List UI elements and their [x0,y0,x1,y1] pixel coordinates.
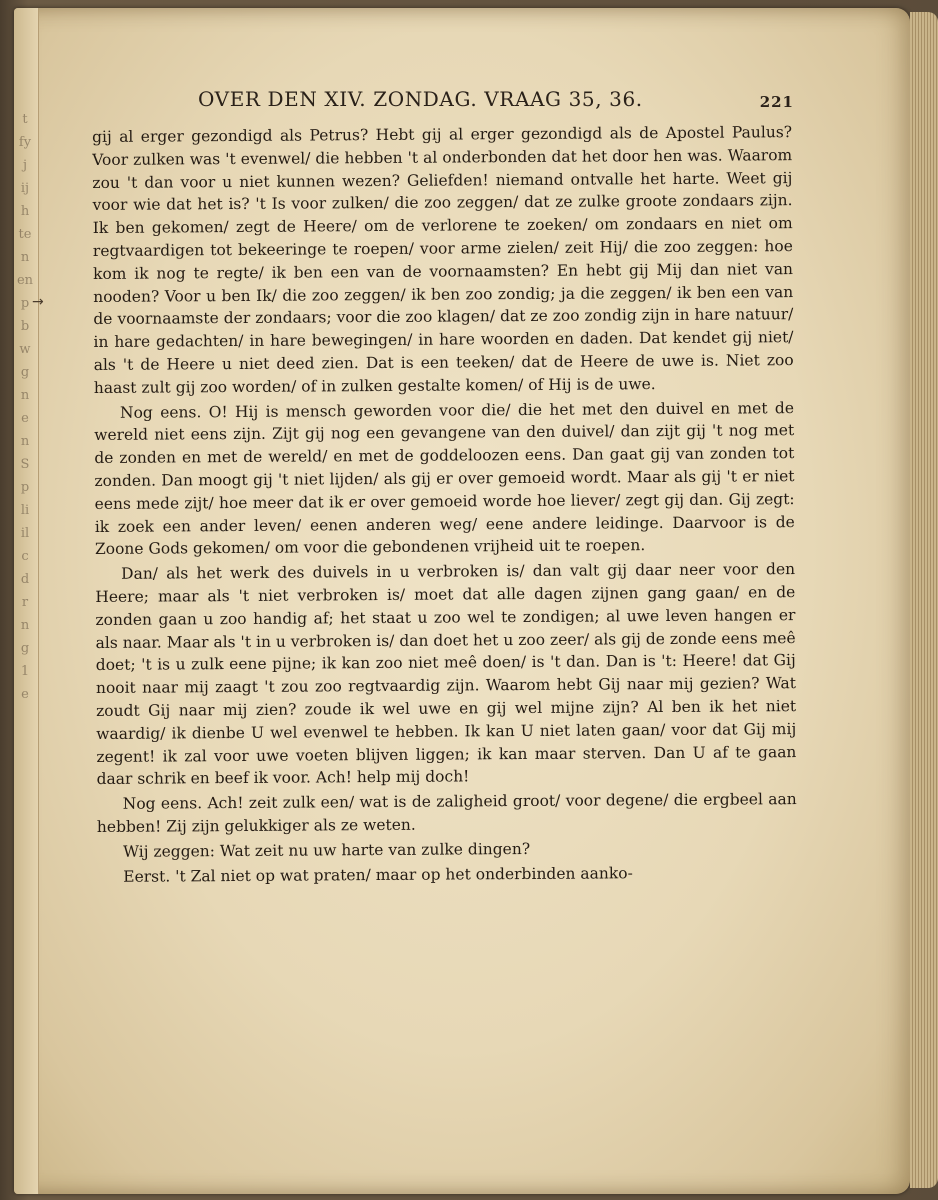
bleed-glyph: S [20,457,30,472]
paragraph: Nog eens. Ach! zeit zulk een/ wat is de zaligheid groot/ voor degene/ die ergbeel aan hebben! Zij zijn gelukkiger als ze weten. [96,790,797,836]
bleed-glyph: il [20,526,30,541]
paragraph: gij al erger gezondigd als Petrus? Hebt gij al erger gezondigd als de Apostel Paulus? Voor zulken was 't evenwel/ die hebben 't al onderbonden dat het door hen was. Waarom zou 't dan voor u niet kunnen wezen? Geliefden! niemand ontvalle het harte. Weet gij voor wie dat het is? 't Is voor zulken/ die zoo zeggen/ dat ze zulke groote zondaars zijn. Ik ben gekomen/ zegt de Heere/ om de verlorene te zoeken/ om zondaars en niet om regtvaardigen tot bekeeringe te roepen/ voor arme zielen/ zeit Hij/ die zoo zeggen: hoe kom ik nog te regte/ ik ben een van de voornaamsten? En hebt gij Mij dan niet van nooden? Voor u ben Ik/ die zoo zeggen/ ik ben zoo zondig; ja die zeggen/ ik ben een van de voornaamste der zondaars; voor die zoo klagen/ dat ze zoo zondig zijn in hare natuur/ in hare gedachten/ in hare bewegingen/ in hare woorden en daden. Dat kendet gij niet/ als 't de Heere u niet deed zien. Dat is een teeken/ dat de Heere de uwe is. Niet zoo haast zult gij zoo worden/ of in zulken gestalte komen/ of Hij is de uwe. [92,123,794,397]
bleed-glyph: h [20,204,30,219]
bleed-glyph: j [22,158,28,173]
bleed-glyph: p [20,296,30,311]
paragraph: Wij zeggen: Wat zeit nu uw harte van zulke dingen? [123,839,531,861]
bleed-glyph: p [20,480,30,495]
book-page [14,8,910,1194]
page-header [198,87,794,121]
bleed-glyph: n [20,250,30,265]
bleed-glyph: w [19,342,31,357]
bleed-glyph: g [20,365,30,380]
margin-mark: → [32,294,44,310]
bleed-glyph: li [20,503,30,518]
bleed-glyph: en [16,273,34,288]
bleed-glyph: t [22,112,28,127]
paragraph: Eerst. 't Zal niet op wat praten/ maar op het onderbinden aanko- [123,863,633,886]
bleed-glyph: e [21,411,29,426]
bleed-glyph: e [21,687,29,702]
bleed-glyph: c [21,549,29,564]
page-number: 221 [759,93,794,111]
running-title: OVER DEN XIV. ZONDAG. VRAAG 35, 36. [198,87,643,111]
opposite-page-bleed [16,8,34,1194]
page-block-edges [910,12,938,1188]
bleed-glyph: fy [18,135,32,150]
bleed-glyph: te [18,227,32,242]
bleed-glyph: n [20,618,30,633]
body-text [92,121,797,890]
bleed-glyph: 1 [20,664,30,679]
bleed-glyph: n [20,434,30,449]
paragraph: Dan/ als het werk des duivels in u verbroken is/ dan valt gij daar neer voor den Heere; maar als 't niet verbroken is/ moet dat alle dagen zijnen gang gaan/ en de zonden gaan u zoo handig af; het staat u zoo wel te zondigen; al uwe leven hangen er als naar. Maar als 't in u verbroken is/ dan doet het u zoo zeer/ als gij de zonde eens meê doet; 't is u zulk eene pijne; ik kan zoo niet meê doen/ is 't dan. Dan is 't: Heere! dat Gij nooit naar mij zaagt 't zou zoo regtvaardig zijn. Waarom hebt Gij naar mij gezien? Wat zoudt Gij naar mij zien? zoude ik wel uwe en gij wel mijne zijn? Al ben ik het niet waardig/ ik dienbe U wel evenwel te hebben. Ik kan U niet laten gaan/ voor dat Gij mij zegent! ik zal voor uwe voeten blijven liggen; ik kan maar sterven. Dan U af te gaan daar schrik en beef ik voor. Ach! help mij doch! [95,560,797,789]
bleed-glyph: d [20,572,30,587]
bleed-glyph: n [20,388,30,403]
bleed-glyph: r [21,595,29,610]
bleed-glyph: ij [20,181,30,196]
bleed-glyph: b [20,319,30,334]
paragraph: Nog eens. O! Hij is mensch geworden voor die/ die het met den duivel en met de wereld niet eens zijn. Zijt gij nog een gevangene van den duivel/ dan zijt gij 't nog met de zonden en met de wereld/ en met de goddeloozen eens. Dan gaat gij van zonden tot zonden. Dan moogt gij 't niet lijden/ als gij er over gemoeid wordt. Maar als gij 't er niet eens mede zijt/ hoe meer dat ik er over gemoeid worde hoe liever/ zegt gij dan. Gij zegt: ik zoek een ander leven/ eenen anderen weg/ eene andere leidinge. Daarvoor is de Zoone Gods gekomen/ om voor die gebondenen vrijheid uit te roepen. [94,398,795,559]
bleed-glyph: g [20,641,30,656]
